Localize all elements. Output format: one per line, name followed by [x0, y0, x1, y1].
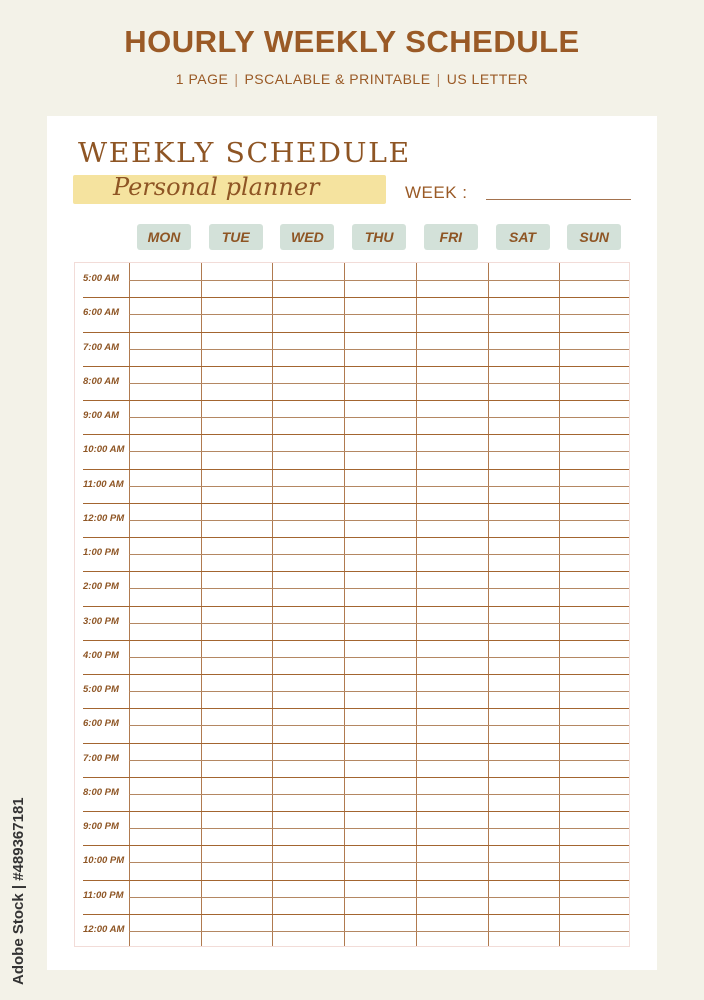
half-hour-line — [129, 349, 629, 350]
subtitle-format: PSCALABLE & PRINTABLE — [244, 71, 431, 87]
page-subtitle — [0, 71, 704, 87]
time-label: 7:00 AM — [83, 341, 120, 353]
half-hour-line — [129, 520, 629, 521]
subtitle-pages: 1 PAGE — [175, 71, 229, 87]
time-label: 9:00 AM — [83, 410, 120, 422]
half-hour-line — [129, 725, 629, 726]
half-hour-line — [129, 314, 629, 315]
hour-line — [83, 571, 629, 572]
day-header-fri: FRI — [424, 224, 478, 250]
watermark-id: Adobe Stock | #489367181 — [10, 797, 27, 985]
schedule-grid — [74, 262, 630, 947]
time-label: 6:00 PM — [83, 718, 119, 730]
hour-line — [83, 332, 629, 333]
time-label: 2:00 PM — [83, 581, 119, 593]
time-label: 8:00 AM — [83, 375, 120, 387]
hour-line — [83, 811, 629, 812]
half-hour-line — [129, 383, 629, 384]
day-header-mon: MON — [137, 224, 191, 250]
hour-line — [83, 880, 629, 881]
hour-line — [83, 434, 629, 435]
time-label: 3:00 PM — [83, 615, 119, 627]
half-hour-line — [129, 828, 629, 829]
hour-line — [83, 297, 629, 298]
hour-line — [83, 606, 629, 607]
time-label: 1:00 PM — [83, 547, 119, 559]
time-label: 6:00 AM — [83, 307, 120, 319]
time-label: 5:00 AM — [83, 273, 120, 285]
hour-line — [83, 400, 629, 401]
half-hour-line — [129, 691, 629, 692]
time-label: 11:00 PM — [83, 889, 124, 901]
half-hour-line — [129, 486, 629, 487]
half-hour-line — [129, 794, 629, 795]
hour-line — [83, 366, 629, 367]
separator: | — [436, 71, 441, 87]
half-hour-line — [129, 760, 629, 761]
day-header-sat: SAT — [496, 224, 550, 250]
hour-line — [83, 777, 629, 778]
hour-line — [83, 708, 629, 709]
day-header-tue: TUE — [209, 224, 263, 250]
hour-line — [83, 914, 629, 915]
half-hour-line — [129, 862, 629, 863]
banner-text: Personal planner — [113, 173, 320, 201]
time-label: 10:00 PM — [83, 855, 125, 867]
half-hour-line — [129, 931, 629, 932]
time-label: 8:00 PM — [83, 786, 119, 798]
planner-sheet — [47, 116, 657, 970]
sheet-title: WEEKLY SCHEDULE — [78, 138, 411, 169]
hour-line — [83, 537, 629, 538]
time-label: 9:00 PM — [83, 821, 119, 833]
day-header-thu: THU — [352, 224, 406, 250]
half-hour-line — [129, 623, 629, 624]
half-hour-line — [129, 897, 629, 898]
week-label: WEEK : — [405, 183, 468, 202]
time-label: 12:00 AM — [83, 923, 125, 935]
hour-line — [83, 743, 629, 744]
day-header-sun: SUN — [567, 224, 621, 250]
time-label: 7:00 PM — [83, 752, 119, 764]
half-hour-line — [129, 554, 629, 555]
time-label: 12:00 PM — [83, 512, 125, 524]
time-label: 4:00 PM — [83, 649, 119, 661]
hour-line — [83, 640, 629, 641]
hour-line — [83, 674, 629, 675]
page-heading: HOURLY WEEKLY SCHEDULE — [124, 24, 580, 59]
hour-line — [83, 469, 629, 470]
half-hour-line — [129, 451, 629, 452]
day-header-wed: WED — [280, 224, 334, 250]
time-label: 11:00 AM — [83, 478, 124, 490]
half-hour-line — [129, 588, 629, 589]
time-label: 5:00 PM — [83, 684, 119, 696]
half-hour-line — [129, 280, 629, 281]
half-hour-line — [129, 657, 629, 658]
separator: | — [234, 71, 239, 87]
time-label: 10:00 AM — [83, 444, 125, 456]
half-hour-line — [129, 417, 629, 418]
hour-line — [83, 845, 629, 846]
hour-line — [83, 503, 629, 504]
week-input-line[interactable] — [486, 199, 631, 200]
subtitle-size: US LETTER — [446, 71, 529, 87]
